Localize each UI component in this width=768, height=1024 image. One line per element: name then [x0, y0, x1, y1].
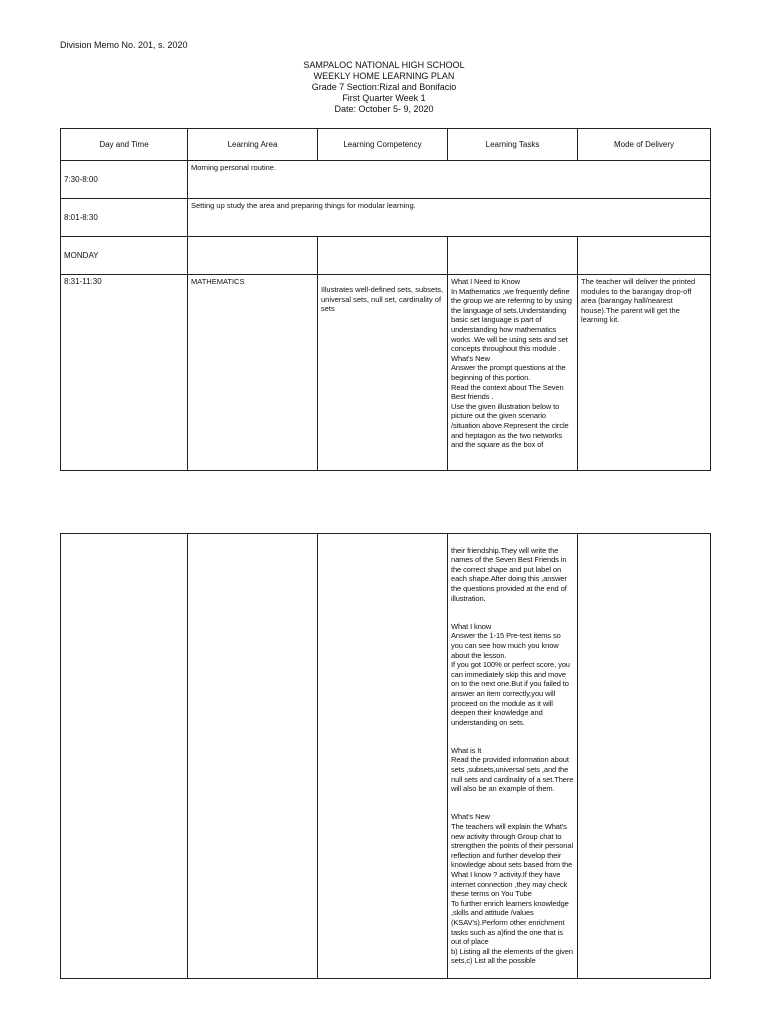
row-time: 7:30-8:00	[61, 161, 188, 199]
empty-cell	[188, 237, 318, 275]
table-row	[61, 275, 711, 471]
column-header-day-time: Day and Time	[61, 129, 188, 161]
table-header-row	[61, 129, 711, 161]
column-header-learning-competency: Learning Competency	[318, 129, 448, 161]
row-activity: Morning personal routine.	[188, 161, 711, 199]
grade-section: Grade 7 Section:Rizal and Bonifacio	[311, 82, 457, 92]
table-row	[61, 161, 711, 199]
column-header-mode-of-delivery: Mode of Delivery	[578, 129, 711, 161]
row-mode-of-delivery: The teacher will deliver the printed modules to the barangay drop-off area (barangay hall/nearest house).The parent will get the learning kit.	[578, 275, 711, 471]
empty-cell	[578, 534, 711, 979]
row-time: 8:31-11:30	[61, 275, 188, 471]
task-paragraph: What is It Read the provided information about sets ,subsets,universal sets ,and the null sets and cardinality of a set.There will also be an example of them.	[451, 745, 574, 794]
empty-cell	[318, 534, 448, 979]
column-header-learning-area: Learning Area	[188, 129, 318, 161]
continued-learning-tasks	[448, 534, 578, 979]
task-paragraph: What I know Answer the 1-15 Pre-test items so you can see how much you know about the lesson. If you got 100% or perfect score, you can immediately skip this and move on to the next one.But if you failed to answer an item correctly,you will proceed on the module as it will deepen their knowledge and understanding on sets.	[451, 621, 570, 727]
empty-cell	[188, 534, 318, 979]
empty-cell	[578, 237, 711, 275]
learning-plan-table	[60, 128, 711, 471]
division-memo: Division Memo No. 201, s. 2020	[60, 40, 188, 50]
row-time: 8:01-8:30	[61, 199, 188, 237]
document-header	[0, 60, 768, 115]
learning-plan-table-continued	[60, 533, 711, 979]
row-learning-tasks: What I Need to Know In Mathematics ,we frequently define the group we are referring to by using the language of sets.Understanding basic set language is part of understanding how mathematics works .We will be using sets and set concepts throughout this module . What's New Answer the prompt questions at the beginning of this portion. Read the context about The Seven Best friends . Use the given illustration below to picture out the given scenario /situation above.Represent the circle and heptagon as the two networks and the square as the box of	[448, 275, 578, 471]
school-name: SAMPALOC NATIONAL HIGH SCHOOL	[303, 60, 465, 70]
task-paragraph: What's New The teachers will explain the What's new activity through Group chat to strengthen the points of their personal reflection and further develop their knowledge about sets based from the What I know ? activity.If they have internet connection ,they may check these terms on You Tube To further enrich learners knowledge ,skills and attitude /values (KSAV's).Perform other enrichment tasks such as a)find the one that is out of place b) Listing all the elements of the given sets,c) List all the possible	[451, 812, 574, 966]
table-row	[61, 199, 711, 237]
row-day: MONDAY	[61, 237, 188, 275]
row-learning-competency: Illustrates well-defined sets, subsets, universal sets, null set, cardinality of sets	[318, 275, 448, 471]
column-header-learning-tasks: Learning Tasks	[448, 129, 578, 161]
plan-date: Date: October 5- 9, 2020	[334, 104, 434, 114]
empty-cell	[61, 534, 188, 979]
table-row	[61, 237, 711, 275]
quarter-week: First Quarter Week 1	[342, 93, 426, 103]
row-learning-area: MATHEMATICS	[188, 275, 318, 471]
empty-cell	[318, 237, 448, 275]
row-activity: Setting up study the area and preparing things for modular learning.	[188, 199, 711, 237]
task-paragraph: their friendship.They will write the names of the Seven Best Friends in the correct shape and put label on each shape.After doing this ,answer the questions provided at the end of illustration.	[451, 545, 567, 603]
empty-cell	[448, 237, 578, 275]
plan-title: WEEKLY HOME LEARNING PLAN	[313, 71, 455, 81]
table-row	[61, 534, 711, 979]
